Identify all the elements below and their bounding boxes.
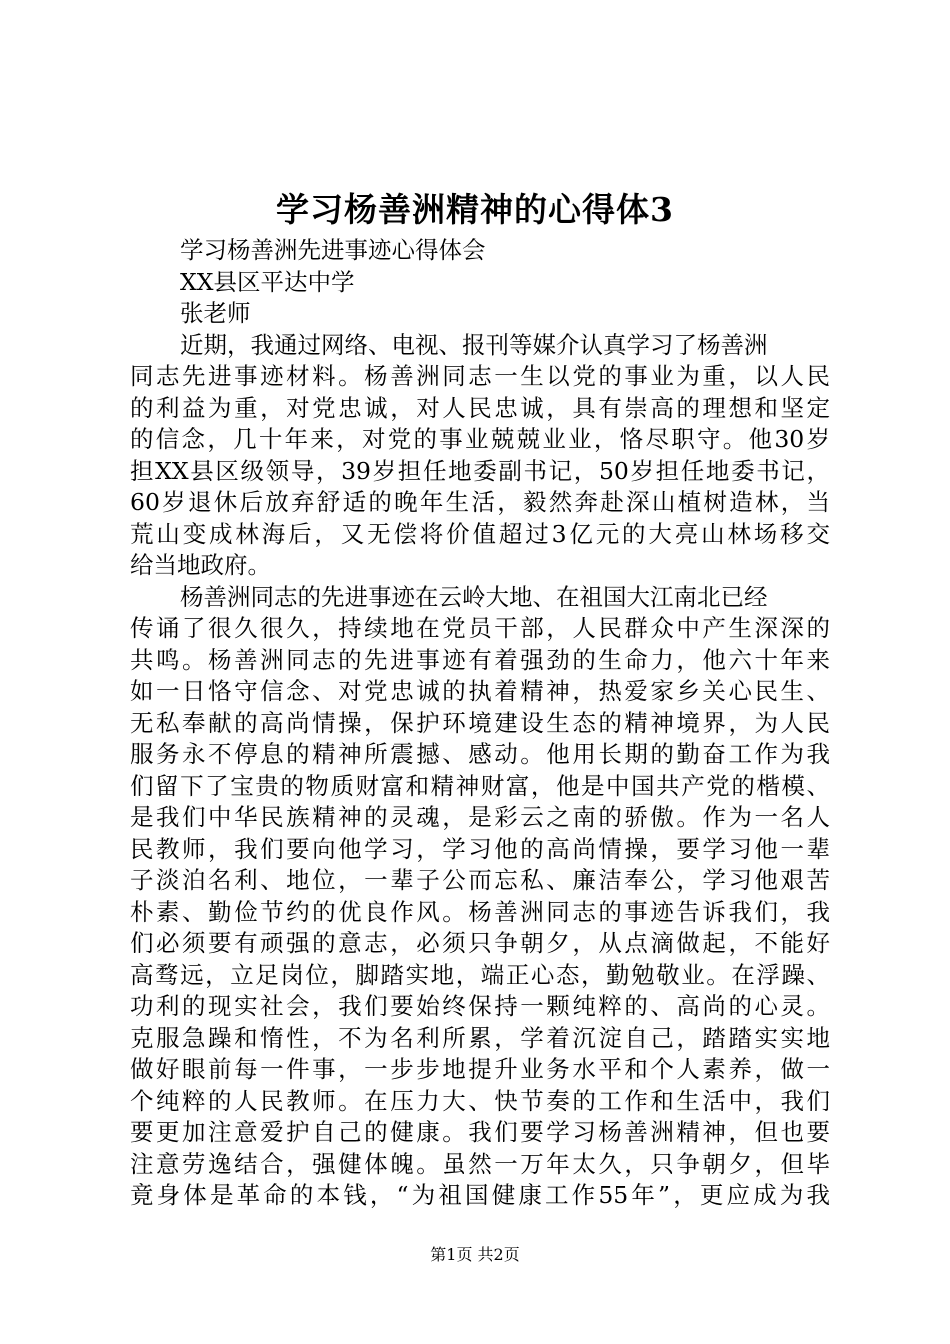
paragraph-1-line: 的信念，几十年来，对党的事业兢兢业业，恪尽职守。他30岁 [130,425,830,453]
paragraph-2-line: 子淡泊名利、地位，一辈子公而忘私、廉洁奉公，学习他艰苦 [130,866,830,894]
paragraph-1-line: 同志先进事迹材料。杨善洲同志一生以党的事业为重，以人民 [130,362,830,390]
paragraph-1-line: 荒山变成林海后，又无偿将价值超过3亿元的大亮山林场移交 [130,519,830,548]
paragraph-2-line: 杨善洲同志的先进事迹在云岭大地、在祖国大江南北已经 [180,582,768,611]
page-number-footer: 第1页 共2页 [430,1245,520,1264]
document-title: 学习杨善洲精神的心得体3 [276,190,674,229]
paragraph-2-line: 们必须要有顽强的意志，必须只争朝夕，从点滴做起，不能好 [130,929,830,957]
paragraph-2-line: 共鸣。杨善洲同志的先进事迹有着强劲的生命力，他六十年来 [130,645,830,674]
document-body [130,235,830,1212]
paragraph-2-line: 功利的现实社会，我们要始终保持一颗纯粹的、高尚的心灵。 [130,992,830,1020]
header-line-author: 张老师 [180,299,251,327]
paragraph-1-line: 的利益为重，对党忠诚，对人民忠诚，具有崇高的理想和坚定 [130,393,830,422]
paragraph-1-line: 近期，我通过网络、电视、报刊等媒介认真学习了杨善洲 [180,330,768,359]
paragraph-2-line: 注意劳逸结合，强健体魄。虽然一万年太久，只争朝夕，但毕 [130,1149,830,1178]
paragraph-2-line: 无私奉献的高尚情操，保护环境建设生态的精神境界，为人民 [130,708,830,737]
paragraph-2-line: 传诵了很久很久，持续地在党员干部，人民群众中产生深深的 [130,614,830,642]
paragraph-2-line: 服务永不停息的精神所震撼、感动。他用长期的勤奋工作为我 [130,740,830,768]
paragraph-2-line: 朴素、勤俭节约的优良作风。杨善洲同志的事迹告诉我们，我 [130,897,830,926]
paragraph-2-line: 是我们中华民族精神的灵魂，是彩云之南的骄傲。作为一名人 [130,803,830,831]
paragraph-2-line: 要更加注意爱护自己的健康。我们要学习杨善洲精神，但也要 [130,1118,830,1146]
paragraph-2-line: 高骛远，立足岗位，脚踏实地，端正心态，勤勉敬业。在浮躁、 [130,960,830,989]
paragraph-2-line: 克服急躁和惰性，不为名利所累，学着沉淀自己，踏踏实实地 [130,1023,830,1052]
paragraph-2-line: 竟身体是革命的本钱，“为祖国健康工作55年”，更应成为我 [130,1181,830,1209]
paragraph-2-line: 们留下了宝贵的物质财富和精神财富，他是中国共产党的楷模、 [130,771,830,800]
paragraph-2-line: 如一日恪守信念、对党忠诚的执着精神，热爱家乡关心民生、 [130,677,830,705]
header-line-school: XX县区平达中学 [180,267,355,296]
paragraph-2-line: 民教师，我们要向他学习，学习他的高尚情操，要学习他一辈 [130,834,830,863]
paragraph-2-line: 个纯粹的人民教师。在压力大、快节奏的工作和生活中，我们 [130,1086,830,1115]
paragraph-1-line: 担XX县区级领导，39岁担任地委副书记，50岁担任地委书记， [130,456,830,485]
paragraph-1-line: 给当地政府。 [130,551,271,579]
header-line-subtitle: 学习杨善洲先进事迹心得体会 [180,236,486,264]
paragraph-2-line: 做好眼前每一件事，一步步地提升业务水平和个人素养，做一 [130,1055,830,1083]
paragraph-1-line: 60岁退休后放弃舒适的晚年生活，毅然奔赴深山植树造林，当 [130,488,830,516]
